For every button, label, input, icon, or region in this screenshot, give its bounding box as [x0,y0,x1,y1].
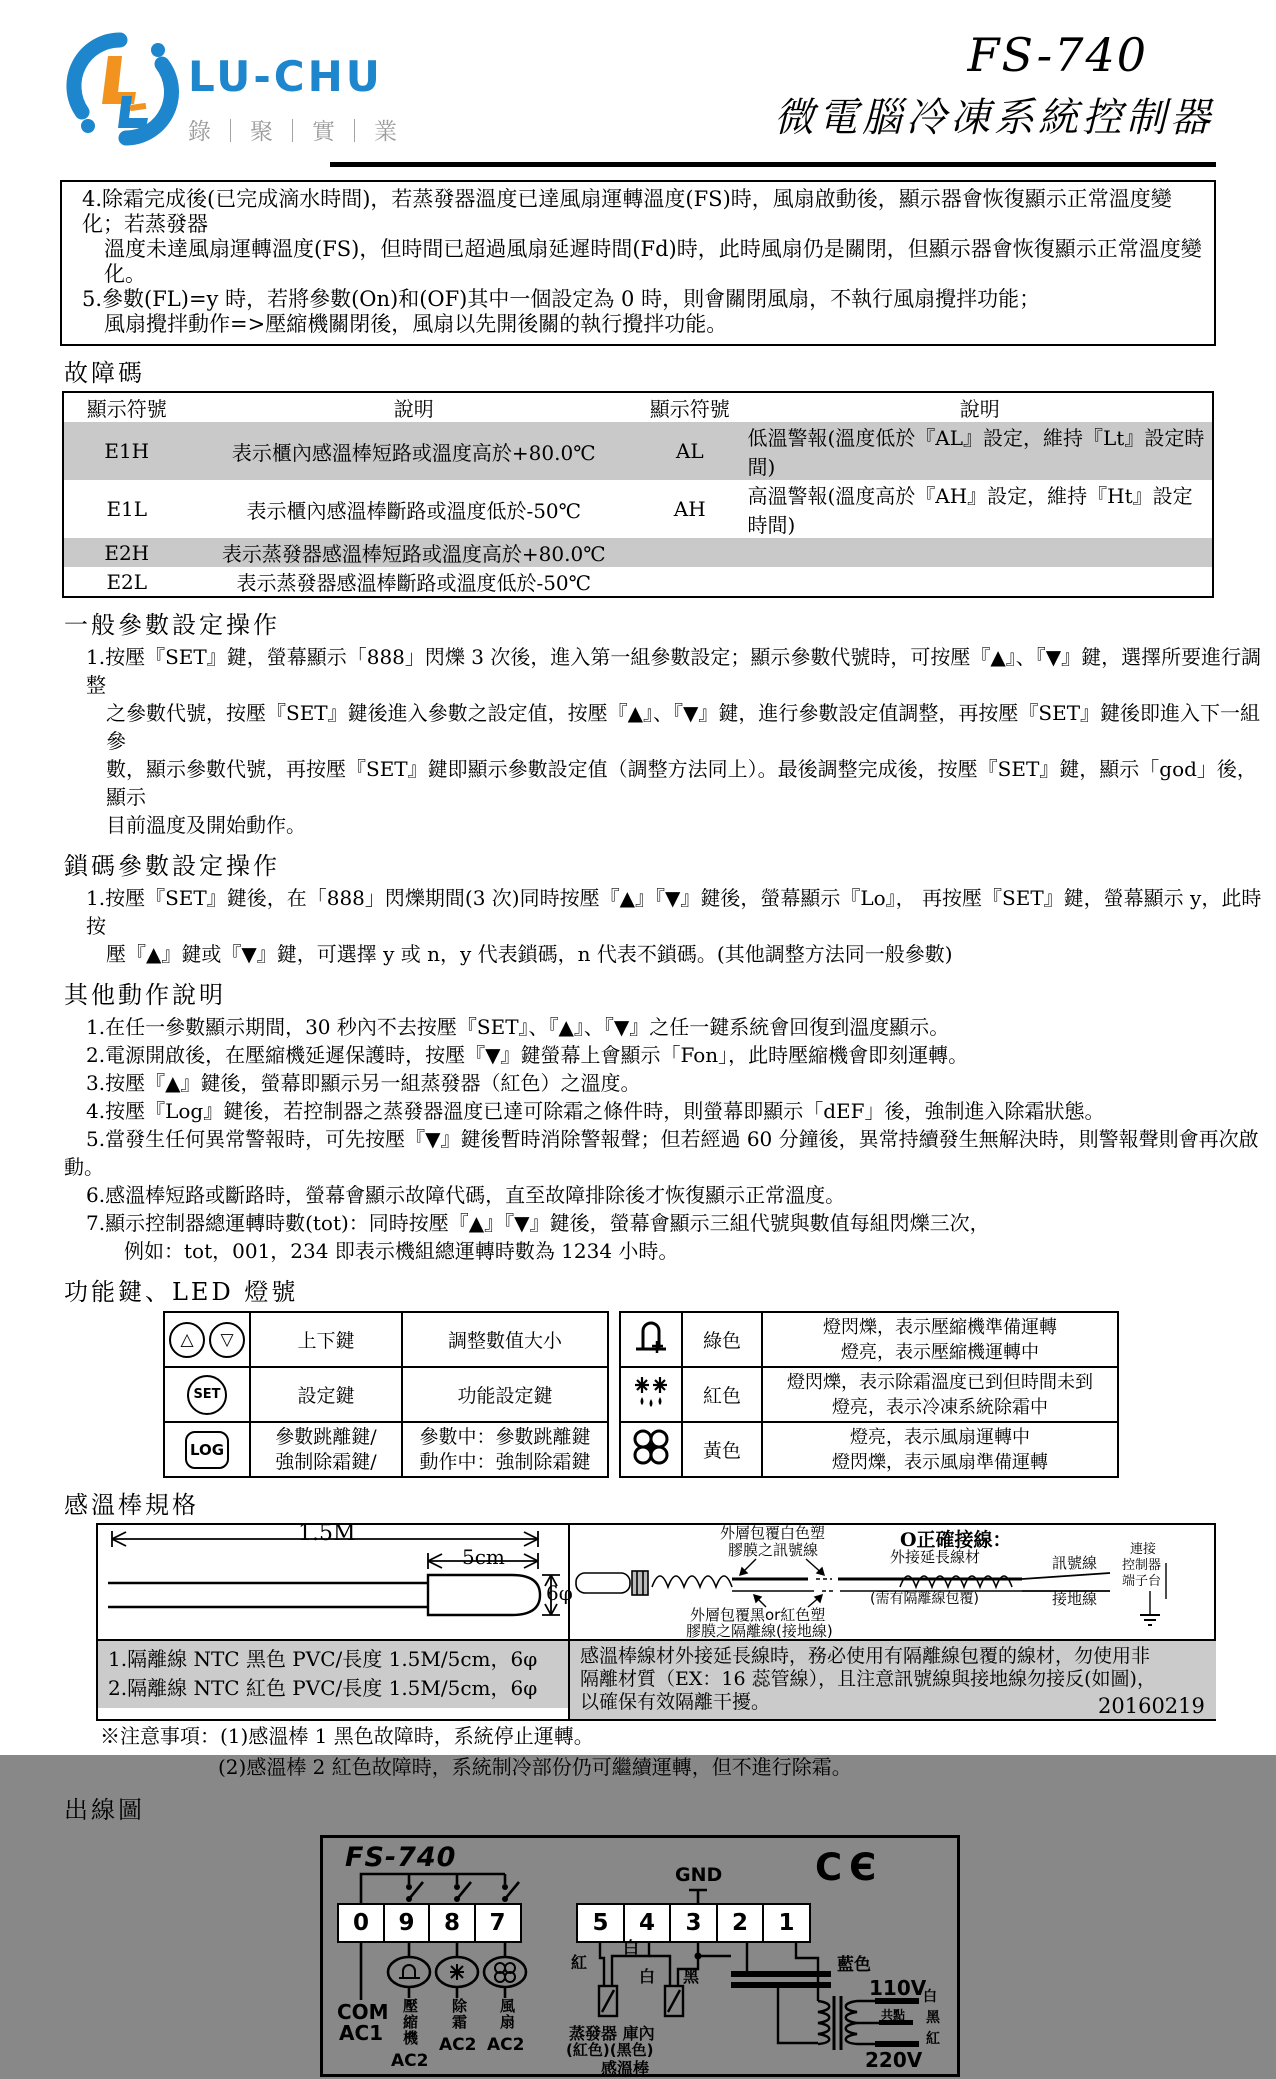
col-header: 說明 [959,397,1000,421]
label-signal-wire-1: 外層包覆白色塑 [720,1524,826,1542]
section-heading-sensor-spec: 感溫棒規格 [64,1491,199,1519]
header [0,0,1276,176]
label-extension-wire: 外接延長線材 [890,1548,981,1566]
caution-line: ※注意事項：(1)感溫棒 1 黑色故障時，系統停止運轉。 [100,1724,594,1748]
fault-desc: 表示蒸發器感溫棒短路或溫度高於+80.0℃ [221,542,606,566]
compressor-icon [630,1316,672,1358]
table-header-row [63,392,1213,422]
compressor-label: 壓縮機 [401,1998,419,2046]
section-heading-fault-codes: 故障碼 [64,359,145,387]
sensor-cable-drawing [570,1525,1216,1639]
ce-mark: CЄ [815,1846,884,1889]
wiring-diagram [320,1835,960,2077]
fault-desc [742,538,1214,567]
label-ground-line: 接地線 [1052,1590,1098,1608]
note-line: 5.參數(FL)=y 時，若將參數(On)和(OF)其中一個設定為 0 時，則會關閉風扇，不執行風扇攪拌功能； [82,287,1041,311]
table-row [63,567,1213,597]
led-desc: 燈閃爍，表示壓縮機準備運轉 [823,1316,1057,1338]
terminal: 0 [337,1903,385,1943]
label-connect-2: 控制器 [1122,1558,1162,1573]
note-line: 風扇攪拌動作=>壓縮機關閉後，風扇以先開後關的執行攪拌功能。 [104,312,728,336]
body-line: 1.在任一參數顯示期間，30 秒內不去按壓『SET』、『▲』、『▼』之任一鍵系統會回復到溫度顯示。 [86,1015,950,1039]
fan-icon [630,1426,672,1468]
terminal: 1 [762,1903,811,1943]
body-line: 壓『▲』鍵或『▼』鍵，可選擇 y 或 n，y 代表鎖碼，n 代表不鎖碼。(其他調整方法同一般參數) [106,942,953,966]
note-line: 以確保有效隔離干擾。 [580,1691,771,1713]
header-rule [330,162,1216,167]
caution-line: (2)感溫棒 2 紅色故障時，系統制冷部份仍可繼續運轉，但不進行除霜。 [218,1755,852,1779]
table-row [620,1367,1118,1422]
gnd-label: GND [675,1864,723,1886]
brand-block [188,52,405,146]
note-line: 隔離材質（EX：16 蕊管線），且注意訊號線與接地線勿接反(如圖)， [580,1668,1156,1690]
table-row [164,1422,608,1477]
table-row [164,1367,608,1422]
function-key-table [163,1311,609,1478]
fault-code: E2L [106,569,148,594]
body-line: 1.按壓『SET』鍵，螢幕顯示「888」閃爍 3 次後，進入第一組參數設定；顯示參數代號時，可按壓『▲』、『▼』鍵，選擇所要進行調整 [86,645,1262,697]
defrost-label: 除霜 [450,1998,468,2030]
sensor-note-left [98,1639,568,1708]
body-line: 4.按壓『Log』鍵後，若控制器之蒸發器溫度已達可除霜之條件時，則螢幕即顯示「dEF」後，強制進入除霜狀態。 [86,1099,1105,1123]
body-line: 1.按壓『SET』鍵後，在「888」閃爍期間(3 次)同時按壓『▲』『▼』鍵後，螢幕顯示『Lo』， 再按壓『SET』鍵，螢幕顯示 y，此時按 [86,886,1262,938]
table-row [63,422,1213,480]
led-color: 黃色 [682,1422,762,1477]
panel-tables [163,1311,1276,1478]
fault-desc: 表示櫃內感溫棒短路或溫度高於+80.0℃ [231,440,596,465]
sensor-wiring-drawing [570,1525,1216,1639]
sensor-drawing [98,1521,573,1639]
defrost-ac-label: AC2 [439,2035,477,2055]
led-color: 紅色 [682,1367,762,1422]
label-connect-3: 端子台 [1122,1574,1162,1589]
sensor-label-1: 蒸發器 庫內 [569,2024,655,2043]
common-tap-label: 共點 [881,2008,906,2022]
led-desc: 燈閃爍，表示除霜溫度已到但時間未到 [787,1371,1093,1393]
down-key-icon: ▽ [209,1322,245,1358]
led-table [619,1311,1119,1478]
key-desc: 功能設定鍵 [402,1367,608,1422]
body-line: 目前溫度及開始動作。 [106,813,306,837]
table-row [620,1422,1118,1477]
sensor-label-2: (紅色)(黑色) [566,2041,654,2059]
body-line: 3.按壓『▲』鍵後，螢幕即顯示另一組蒸發器（紅色）之溫度。 [86,1071,641,1095]
sensor-label-3: 感溫棒 [601,2059,650,2078]
body-line: 2.電源開啟後，在壓縮機延遲保護時，按壓『▼』鍵螢幕上會顯示「Fon」，此時壓縮機會即刻運轉。 [86,1043,969,1067]
terminal-strip-right [576,1903,811,1943]
body-line: 5.當發生任何異常警報時，可先按壓『▼』鍵後暫時消除警報聲；但若經過 60 分鐘後，異常持續發生無解決時，則警報聲則會再次啟 [86,1127,1259,1151]
key-desc: 動作中：強制除霜鍵 [419,1450,591,1473]
body-line: 之參數代號，按壓『SET』鍵後進入參數之設定值，按壓『▲』、『▼』鍵，進行參數設定值調整，再按壓『SET』鍵後即進入下一組參 [106,701,1261,753]
led-desc: 燈亮，表示冷凍系統除霜中 [832,1396,1048,1418]
voltage-110-label: 110V [869,1976,927,2000]
key-name: 設定鍵 [250,1367,402,1422]
up-key-icon: △ [169,1322,205,1358]
fault-code [638,538,742,567]
label-shield-wire-2: 膠膜之隔離線(接地線) [686,1622,833,1640]
key-desc: 參數中：參數跳離鍵 [419,1425,591,1448]
fault-desc [742,567,1214,597]
lu-chu-logo-icon [70,34,174,144]
set-key-icon: SET [187,1375,227,1415]
black-wire-label: 黑 [683,1967,700,1986]
white-wire-label: 白 [623,1938,640,1957]
terminal: 7 [474,1903,522,1943]
terminal: 4 [623,1903,672,1943]
led-color: 綠色 [682,1312,762,1367]
table-row [63,480,1213,538]
key-name: 參數跳離鍵/ [275,1425,377,1448]
key-name: 強制除霜鍵/ [275,1450,377,1473]
brand-name: LU-CHU [188,52,383,101]
fault-code: AH [673,497,706,521]
dimension-tip: 5cm [462,1545,505,1569]
sensor-spec-figure [96,1523,1216,1721]
section-heading-panel: 功能鍵、LED 燈號 [64,1278,299,1306]
fault-desc: 低溫警報(溫度低於『AL』設定，維持『Lt』設定時間) [747,426,1205,479]
section-heading-general-params: 一般參數設定操作 [64,611,280,639]
fault-code: AL [675,439,704,463]
fan-ac-label: AC2 [487,2035,525,2055]
fan-label: 風扇 [498,1998,516,2030]
tx-red-label: 紅 [926,2031,940,2047]
table-row [63,538,1213,567]
sensor-drawing-cell [98,1521,573,1719]
defrost-icon [630,1371,672,1413]
company-logo [70,34,405,146]
label-correct-wiring-title: O正確接線： [900,1529,1012,1551]
compressor-ac-label: AC2 [391,2051,429,2071]
section-heading-lock-params: 鎖碼參數設定操作 [64,852,280,880]
note-line: 2.隔離線 NTC 紅色 PVC/長度 1.5M/5cm，6φ [108,1676,538,1700]
tx-black-label: 黑 [926,2010,940,2026]
table-row [164,1312,608,1367]
fault-code: E1L [106,497,148,521]
sensor-wiring-cell [568,1525,1216,1719]
terminal-strip-left [337,1903,522,1943]
model-number: FS-740 [967,28,1148,82]
led-desc: 燈閃爍，表示風扇準備運轉 [832,1451,1048,1473]
note-line: 4.除霜完成後(已完成滴水時間)，若蒸發器溫度已達風扇運轉溫度(FS)時，風扇啟動後，顯示器會恢復顯示正常溫度變化；若蒸發器 [82,187,1172,236]
key-name: 上下鍵 [250,1312,402,1367]
log-key-icon: LOG [185,1431,229,1469]
label-signal-line: 訊號線 [1052,1554,1098,1572]
col-header: 說明 [393,397,434,421]
table-row [620,1312,1118,1367]
page-title: 微電腦冷凍系統控制器 [774,95,1214,141]
revision-date: 20160219 [1098,1694,1205,1718]
led-desc: 燈亮，表示壓縮機運轉中 [841,1341,1039,1363]
wiring-model-label: FS-740 [345,1842,457,1873]
note-line: 感溫棒線材外接延長線時，務必使用有隔離線包覆的線材，勿使用非 [580,1645,1151,1667]
red-wire-label: 紅 [571,1953,588,1972]
terminal: 3 [669,1903,718,1943]
fault-code-table [62,391,1214,598]
fault-code: E2H [104,540,150,565]
body-line: 6.感溫棒短路或斷路時，螢幕會顯示故障代碼，直至故障排除後才恢復顯示正常溫度。 [86,1183,846,1207]
body-line: 動。 [64,1155,104,1179]
section-heading-wiring: 出線圖 [64,1796,145,1824]
fault-desc: 表示蒸發器感溫棒斷路或溫度低於-50℃ [236,571,592,595]
body-line: 例如：tot，001，234 即表示機組總運轉時數為 1234 小時。 [124,1239,679,1263]
fault-desc: 表示櫃內感溫棒斷路或溫度低於-50℃ [246,498,582,523]
key-desc: 調整數值大小 [402,1312,608,1367]
label-connect-1: 連接 [1130,1542,1157,1557]
terminal: 5 [576,1903,625,1943]
terminal: 2 [716,1903,765,1943]
white-wire-label: 白 [639,1967,656,1986]
terminal: 9 [383,1903,431,1943]
tx-white-label: 白 [923,1989,937,2005]
fault-desc: 高溫警報(溫度高於『AH』設定，維持『Ht』設定時間) [747,484,1193,537]
section-heading-other-actions: 其他動作說明 [64,981,226,1009]
led-desc: 燈亮，表示風扇運轉中 [850,1426,1030,1448]
note-line: 溫度未達風扇運轉溫度(FS)，但時間已超過風扇延遲時間(Fd)時，此時風扇仍是關閉，但顯示器會恢復顯示正常溫度變化。 [104,237,1202,286]
fault-code [638,567,742,597]
dimension-diameter: 6φ [546,1581,573,1605]
col-header: 顯示符號 [649,397,730,421]
label-shield-wire-1: 外層包覆黑or紅色塑 [690,1606,826,1624]
col-header: 顯示符號 [86,397,167,421]
note-line: 1.隔離線 NTC 黑色 PVC/長度 1.5M/5cm，6φ [108,1647,538,1671]
label-signal-wire-2: 膠膜之訊號線 [728,1541,819,1559]
terminal: 8 [428,1903,476,1943]
label-extension-note: (需有隔離線包覆) [870,1591,979,1607]
com-label: COM [337,2000,389,2024]
body-line: 7.顯示控制器總運轉時數(tot)：同時按壓『▲』『▼』鍵後，螢幕會顯示三組代號與數值每組閃爍三次， [86,1211,990,1235]
voltage-220-label: 220V [865,2048,923,2072]
defrost-notes-box [60,180,1216,346]
blue-label: 藍色 [837,1955,871,1975]
body-line: 數，顯示參數代號，再按壓『SET』鍵即顯示參數設定值（調整方法同上）。最後調整完成後，按壓『SET』鍵，顯示「god」後，顯示 [106,757,1257,809]
fault-code: E1H [104,439,150,463]
dimension-length: 1.5M [298,1521,356,1546]
brand-subname: 錄｜聚｜實｜業 [188,119,405,145]
ac1-label: AC1 [339,2021,384,2045]
